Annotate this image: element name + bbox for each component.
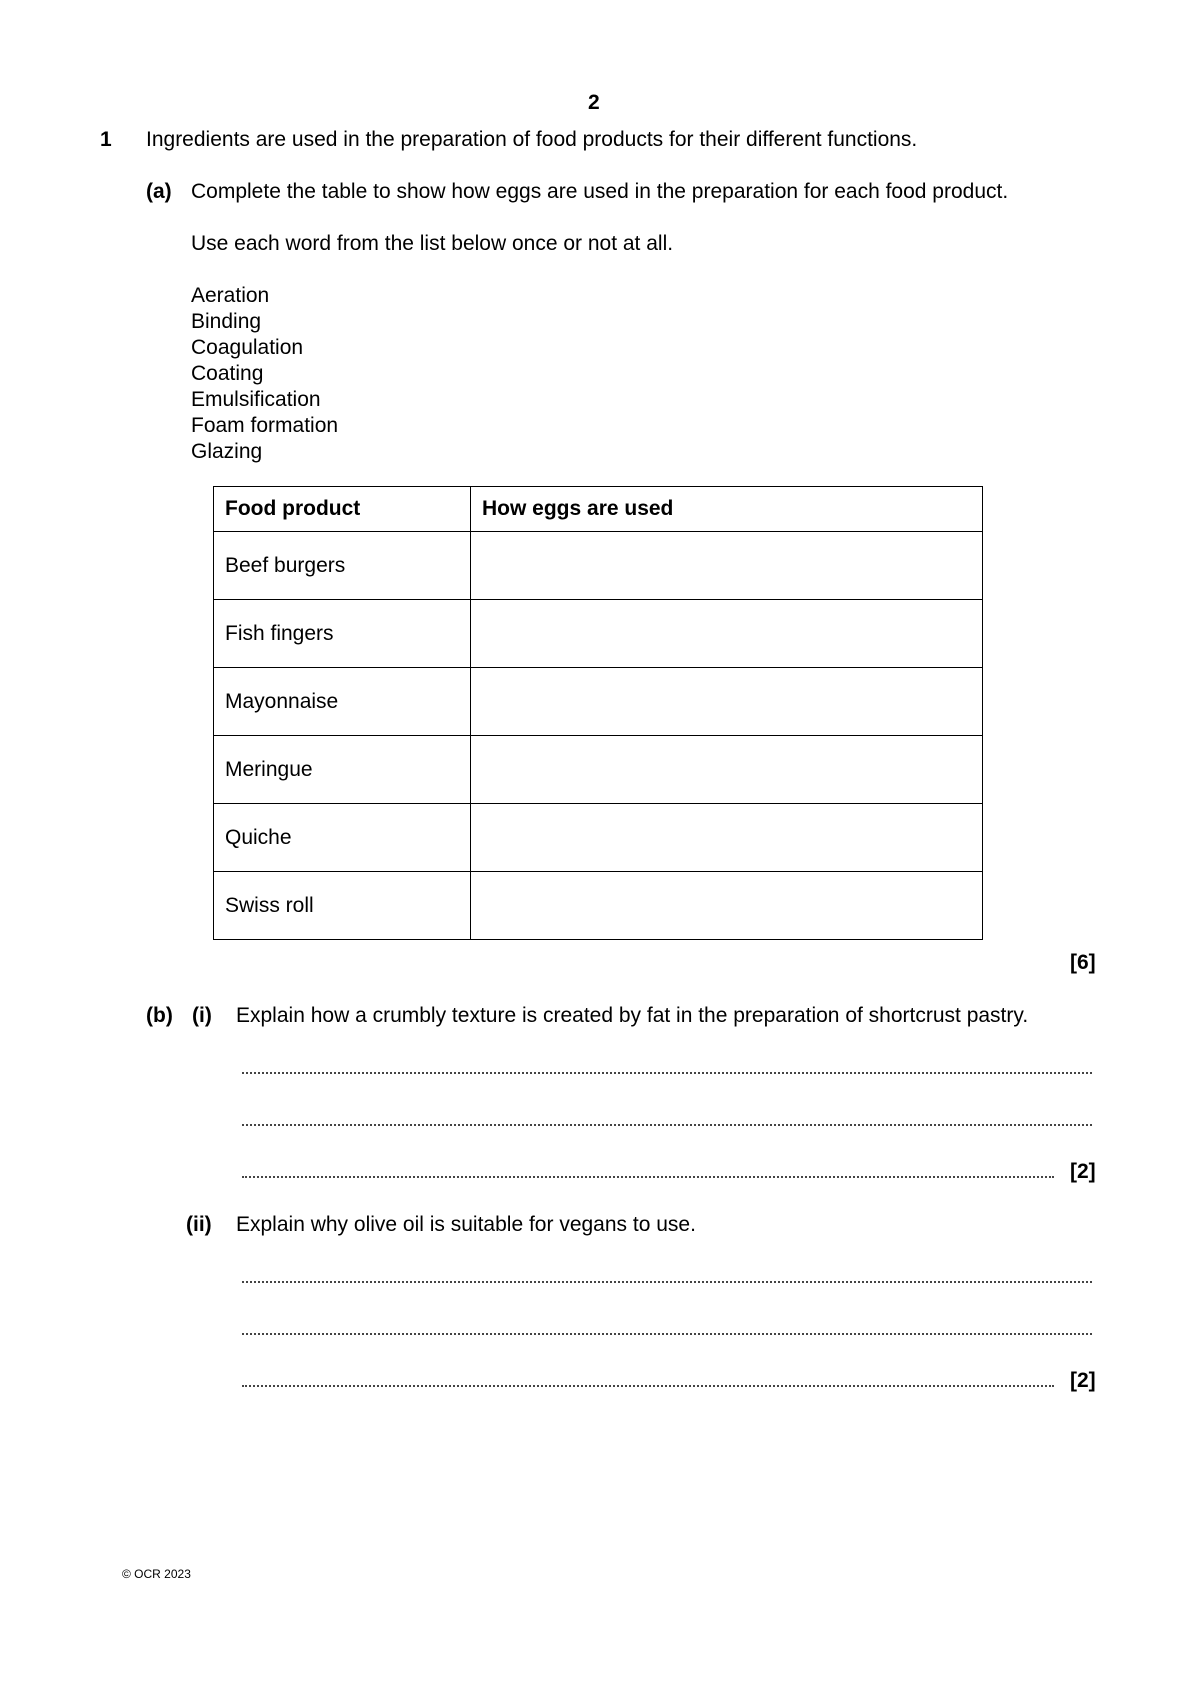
answer-line[interactable] [242,1072,1092,1074]
word-list-item: Glazing [191,440,263,463]
part-b-i-question: Explain how a crumbly texture is created by fat in the preparation of shortcrust pastry. [236,1004,1029,1027]
table-row [214,804,983,872]
word-list-item: Coagulation [191,336,304,359]
part-b-ii-marks: [2] [1070,1369,1096,1392]
answer-cell[interactable] [471,600,983,668]
answer-cell[interactable] [471,736,983,804]
word-list-item: Emulsification [191,388,321,411]
part-b-ii-label: (ii) [186,1213,212,1236]
question-number: 1 [100,128,112,151]
answer-line[interactable] [242,1281,1092,1283]
food-product-cell: Mayonnaise [214,668,471,736]
part-b-i-label: (i) [192,1004,212,1027]
answer-cell[interactable] [471,532,983,600]
table-row [214,736,983,804]
word-list-item: Coating [191,362,264,385]
header-food-product: Food product [214,487,471,532]
question-stem: Ingredients are used in the preparation of food products for their different functions. [146,128,918,151]
answer-cell[interactable] [471,804,983,872]
food-product-cell: Beef burgers [214,532,471,600]
word-list-item: Binding [191,310,262,333]
table-header-row [214,487,983,532]
table-row [214,600,983,668]
food-product-cell: Meringue [214,736,471,804]
table-row [214,668,983,736]
part-b-ii-question: Explain why olive oil is suitable for vegans to use. [236,1213,696,1236]
copyright-footer: © OCR 2023 [122,1567,191,1581]
answer-line[interactable] [242,1176,1054,1178]
part-a-marks: [6] [1070,951,1096,974]
list-instruction: Use each word from the list below once or not at all. [191,232,674,255]
word-list-item: Foam formation [191,414,339,437]
answer-cell[interactable] [471,872,983,940]
table-row [214,872,983,940]
answer-line[interactable] [242,1333,1092,1335]
part-a-instruction: Complete the table to show how eggs are used in the preparation for each food product. [191,180,1009,203]
part-b-i-marks: [2] [1070,1160,1096,1183]
answer-line[interactable] [242,1124,1092,1126]
food-product-cell: Fish fingers [214,600,471,668]
header-how-eggs-used: How eggs are used [471,487,983,532]
food-product-cell: Quiche [214,804,471,872]
food-product-cell: Swiss roll [214,872,471,940]
answer-line[interactable] [242,1385,1054,1387]
page-number: 2 [588,91,600,114]
table-row [214,532,983,600]
eggs-table [213,486,983,940]
part-b-label: (b) [146,1004,173,1027]
part-a-label: (a) [146,180,172,203]
answer-cell[interactable] [471,668,983,736]
word-list-item: Aeration [191,284,270,307]
